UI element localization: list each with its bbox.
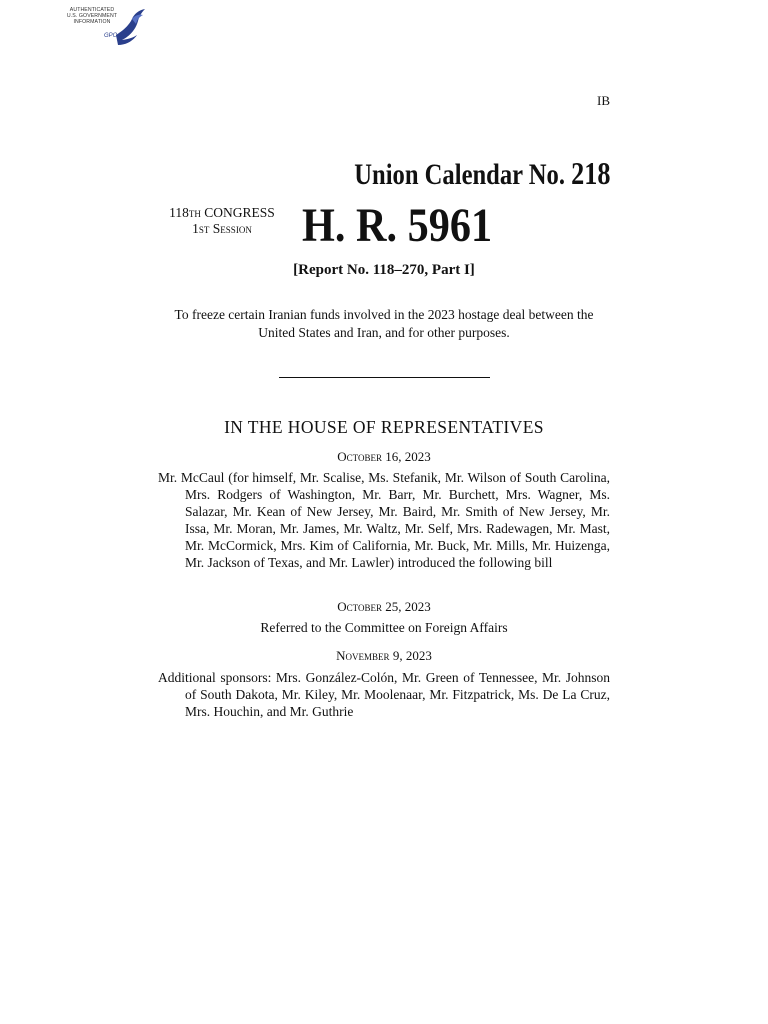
chamber-heading: IN THE HOUSE OF REPRESENTATIVES xyxy=(224,417,544,437)
referral-text: Referred to the Committee on Foreign Affairs xyxy=(260,620,508,635)
calendar-number: 218 xyxy=(570,155,610,191)
action-date-1: October 16, 2023 xyxy=(337,449,431,464)
divider-rule xyxy=(279,377,490,378)
calendar-code: IB xyxy=(597,93,610,108)
introduction-text: Mr. McCaul (for himself, Mr. Scalise, Ms. Stefanik, Mr. Wilson of South Carolina, Mrs. Rodgers of Washington, Mr. Barr, Mr. Burchett, Mrs. Wagner, Ms. Salazar, Mr. Kean of New Jersey, Mr. Baird, Mr. Smith of New Jersey, Mr. Issa, Mr. Moran, Mr. James, Mr. Waltz, Mr. Self, Mrs. Radewagen, Mr. Mast, Mr. McCormick, Mrs. Kim of California, Mr. Buck, Mr. Mills, Mr. Huizenga, Mr. Jackson of Texas, and Mr. Lawler) introduced the following bill xyxy=(158,470,610,570)
gpo-authentication-logo xyxy=(60,5,152,47)
action-date-2: October 25, 2023 xyxy=(337,599,431,614)
session-label: 1st Session xyxy=(192,221,252,236)
calendar-label: Union Calendar No. xyxy=(353,158,565,191)
bill-number: H. R. 5961 xyxy=(302,199,493,252)
action-date-3: November 9, 2023 xyxy=(336,648,432,663)
bill-purpose: To freeze certain Iranian funds involved in the 2023 hostage deal between the United States and Iran, and for other purposes. xyxy=(174,307,594,340)
report-number: [Report No. 118–270, Part I] xyxy=(293,262,475,278)
congress-label: 118th CONGRESS xyxy=(169,205,275,220)
gpo-mark: GPO xyxy=(104,33,118,39)
additional-sponsors-text: Additional sponsors: Mrs. González-Colón, Mr. Green of Tennessee, Mr. Johnson of South Dakota, Mr. Kiley, Mr. Moolenaar, Mr. Fitzpatrick, Ms. De La Cruz, Mrs. Houchin, and Mr. Guthrie xyxy=(158,670,610,719)
eagle-icon xyxy=(112,5,148,47)
union-calendar-number xyxy=(354,155,610,192)
congress-session xyxy=(158,205,286,237)
logo-text: AUTHENTICATED U.S. GOVERNMENT INFORMATION xyxy=(66,7,118,25)
